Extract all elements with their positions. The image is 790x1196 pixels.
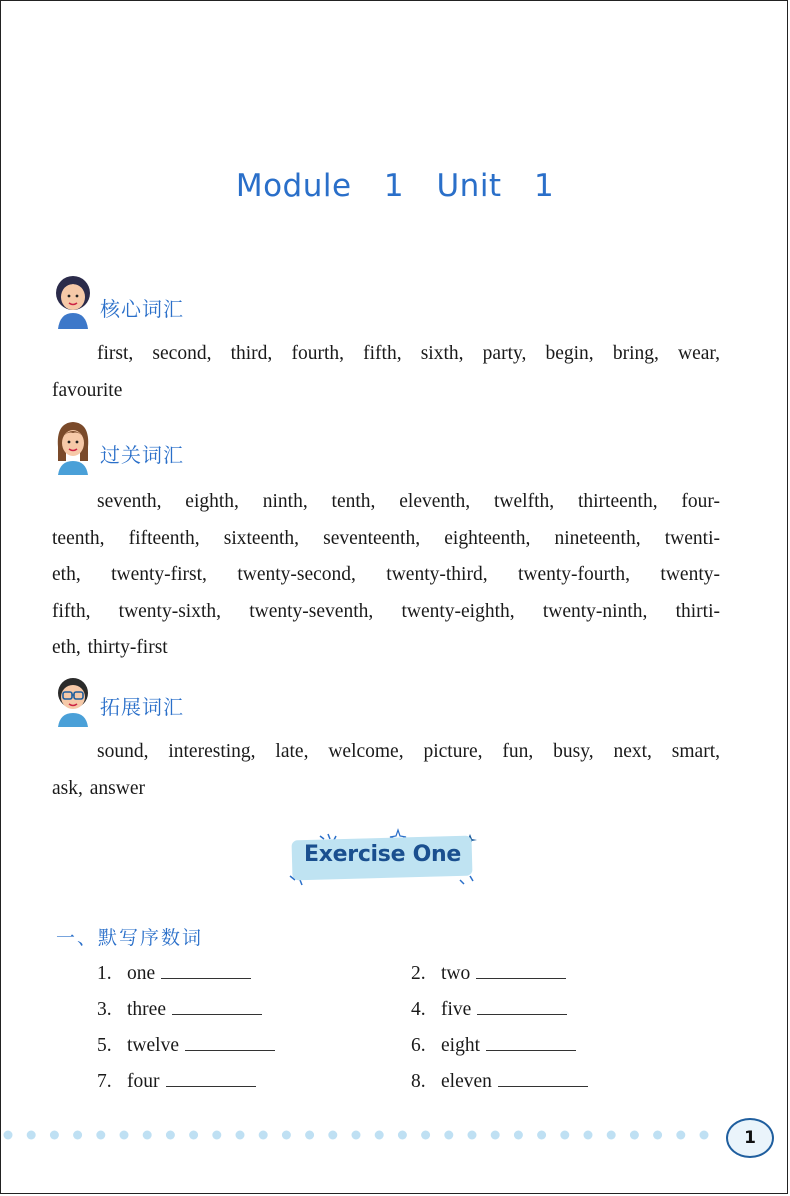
vocab-line: sound, interesting, late, welcome, picture, fun, busy, next, smart, xyxy=(97,741,720,762)
footer-dot xyxy=(50,1131,59,1140)
section-head-pass xyxy=(50,416,184,476)
footer-dot xyxy=(259,1131,268,1140)
answer-blank[interactable] xyxy=(172,998,262,1015)
page-title: Module 1 Unit 1 xyxy=(235,168,555,204)
item-word: five xyxy=(441,999,472,1020)
badge-text: Exercise One xyxy=(304,842,461,867)
vocab-line: fifth, twenty-sixth, twenty-seventh, twenty-eighth, twenty-ninth, thirti- xyxy=(52,600,720,622)
vocab-line: eth, twenty-first, twenty-second, twenty-third, twenty-fourth, twenty- xyxy=(52,564,720,585)
footer-dot xyxy=(96,1131,105,1140)
footer-dot xyxy=(607,1131,616,1140)
footer-dot xyxy=(537,1131,546,1140)
section-head-extend xyxy=(50,668,184,728)
exercise-item xyxy=(97,998,262,1021)
footer-dot xyxy=(584,1131,593,1140)
exercise-item xyxy=(411,1070,588,1093)
boy-avatar-icon xyxy=(50,669,96,727)
exercise-item xyxy=(411,1034,576,1057)
footer-dot xyxy=(444,1131,453,1140)
footer-dot xyxy=(468,1131,477,1140)
answer-blank[interactable] xyxy=(161,962,251,979)
item-word: one xyxy=(127,963,156,984)
section-label: 拓展词汇 xyxy=(100,694,184,719)
footer-dot xyxy=(421,1131,430,1140)
footer-dot xyxy=(282,1131,291,1140)
footer-dot xyxy=(514,1131,523,1140)
section-label: 过关词汇 xyxy=(100,442,184,467)
footer-dot xyxy=(630,1131,639,1140)
exercise-item xyxy=(411,998,567,1021)
footer-dot xyxy=(676,1131,685,1140)
footer-dot xyxy=(700,1131,709,1140)
pass-vocab-paragraph xyxy=(52,484,720,667)
extend-vocab-paragraph xyxy=(52,734,720,807)
footer-dot xyxy=(236,1131,245,1140)
item-word: eight xyxy=(441,1035,480,1056)
girl-avatar-icon xyxy=(50,271,96,329)
footer-dot xyxy=(166,1131,175,1140)
answer-blank[interactable] xyxy=(498,1070,588,1087)
footer-dot xyxy=(352,1131,361,1140)
section-head-core xyxy=(50,270,184,330)
footer-dot xyxy=(375,1131,384,1140)
footer-dot xyxy=(560,1131,569,1140)
item-number: 7. xyxy=(97,1071,112,1092)
exercise-item xyxy=(97,962,251,985)
vocab-line: seventh, eighth, ninth, tenth, eleventh, twelfth, thirteenth, four- xyxy=(97,491,720,512)
item-number: 5. xyxy=(97,1035,112,1056)
item-word: eleven xyxy=(441,1071,492,1092)
answer-blank[interactable] xyxy=(166,1070,256,1087)
page-number: 1 xyxy=(726,1118,774,1158)
exercise-item xyxy=(411,962,566,985)
footer-dot xyxy=(189,1131,198,1140)
footer-dot xyxy=(27,1131,36,1140)
item-number: 3. xyxy=(97,999,112,1020)
vocab-line: first, second, third, fourth, fifth, sixth, party, begin, bring, wear, xyxy=(97,343,720,364)
item-word: twelve xyxy=(127,1035,179,1056)
vocab-line: eth, thirty-first xyxy=(52,637,168,658)
item-number: 8. xyxy=(411,1071,426,1092)
footer-dot xyxy=(212,1131,221,1140)
girl-avatar-icon xyxy=(50,417,96,475)
footer-dot xyxy=(328,1131,337,1140)
exercise-badge xyxy=(280,824,495,894)
footer-dot xyxy=(120,1131,129,1140)
vocab-line: teenth, fifteenth, sixteenth, seventeenth, eighteenth, nineteenth, twenti- xyxy=(52,527,720,549)
answer-blank[interactable] xyxy=(185,1034,275,1051)
item-word: four xyxy=(127,1071,160,1092)
core-vocab-paragraph xyxy=(52,336,720,409)
item-word: two xyxy=(441,963,471,984)
footer-dot xyxy=(4,1131,13,1140)
section-label: 核心词汇 xyxy=(100,296,184,321)
footer-dot xyxy=(491,1131,500,1140)
answer-blank[interactable] xyxy=(476,962,566,979)
question-heading: 一、默写序数词 xyxy=(56,927,204,949)
footer-dot xyxy=(653,1131,662,1140)
footer-dot xyxy=(73,1131,82,1140)
footer-dots-decor xyxy=(0,1128,730,1142)
footer-dot xyxy=(305,1131,314,1140)
exercise-item xyxy=(97,1034,275,1057)
item-number: 4. xyxy=(411,999,426,1020)
vocab-line: favourite xyxy=(52,379,123,401)
answer-blank[interactable] xyxy=(486,1034,576,1051)
exercise-item xyxy=(97,1070,256,1093)
item-number: 6. xyxy=(411,1035,426,1056)
answer-blank[interactable] xyxy=(477,998,567,1015)
footer-dot xyxy=(398,1131,407,1140)
item-word: three xyxy=(127,999,166,1020)
item-number: 2. xyxy=(411,963,426,984)
footer-dot xyxy=(143,1131,152,1140)
item-number: 1. xyxy=(97,963,112,984)
vocab-line: ask, answer xyxy=(52,777,145,799)
